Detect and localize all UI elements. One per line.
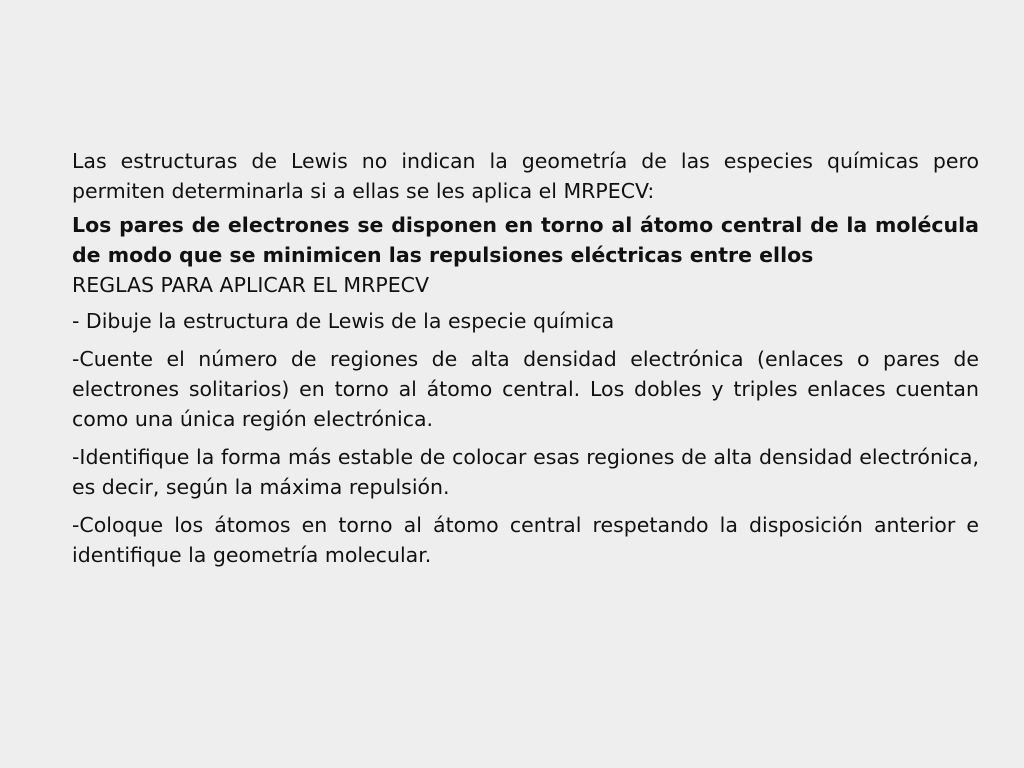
rule-item-1: - Dibuje la estructura de Lewis de la especie química bbox=[72, 309, 615, 333]
rules-heading: REGLAS PARA APLICAR EL MRPECV bbox=[72, 273, 429, 297]
intro-paragraph: Las estructuras de Lewis no indican la geometría de las especies químicas pero permiten determinarla si a ellas se les aplica el MRPECV: bbox=[72, 149, 979, 203]
slide-content bbox=[72, 146, 979, 578]
principle-paragraph: Los pares de electrones se disponen en torno al átomo central de la molécula de modo que se minimicen las repulsiones eléctricas entre ellos bbox=[72, 213, 979, 267]
rule-item-2: -Cuente el número de regiones de alta densidad electrónica (enlaces o pares de electrones solitarios) en torno al átomo central. Los dobles y triples enlaces cuentan como una única región electrónica. bbox=[72, 347, 979, 431]
rule-item-4: -Coloque los átomos en torno al átomo central respetando la disposición anterior e identifique la geometría molecular. bbox=[72, 513, 979, 567]
rule-item-3: -Identifique la forma más estable de colocar esas regiones de alta densidad electrónica, es decir, según la máxima repulsión. bbox=[72, 445, 979, 499]
